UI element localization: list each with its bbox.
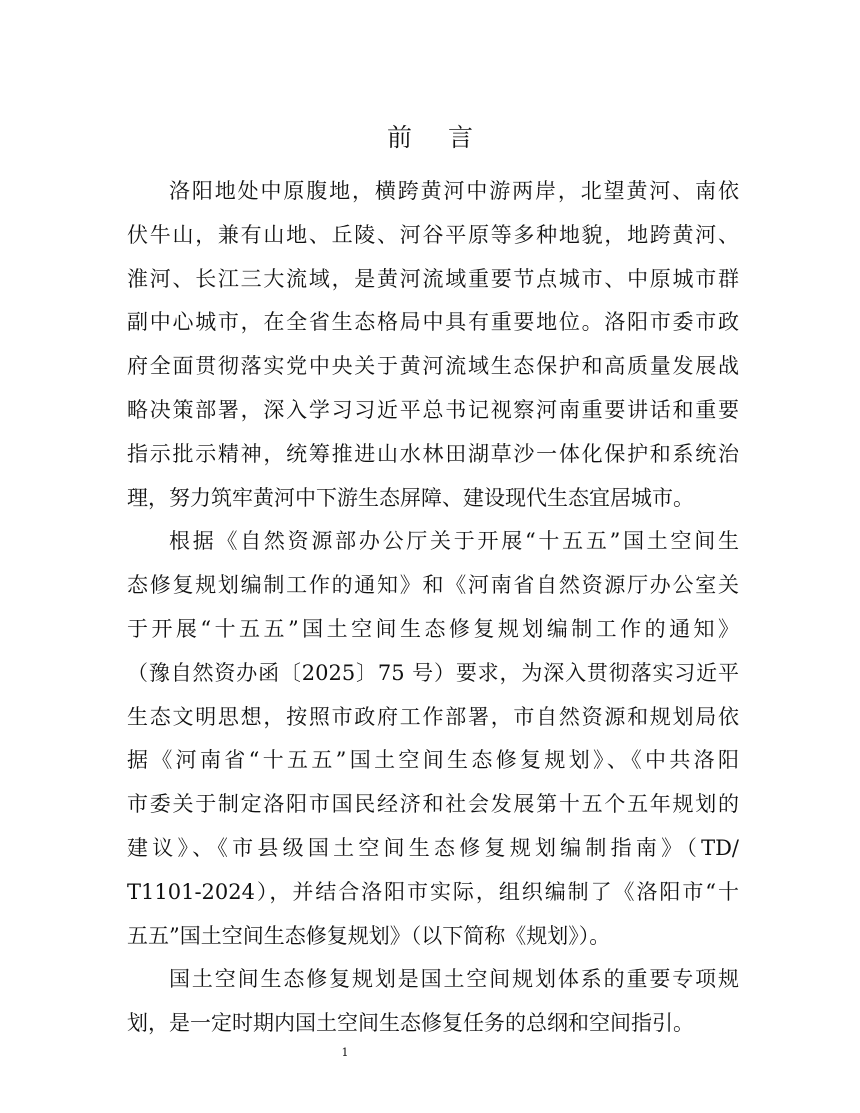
page-number: 1 xyxy=(341,1046,349,1059)
text-line: 于开展“十五五”国土空间生态修复规划编制工作的通知》 xyxy=(127,616,739,641)
text-line: 划，是一定时期内国土空间生态修复任务的总纲和空间指引。 xyxy=(127,1011,694,1036)
text-line: 略决策部署，深入学习习近平总书记视察河南重要讲话和重要 xyxy=(127,397,739,422)
text-line: 理，努力筑牢黄河中下游生态屏障、建设现代生态宜居城市。 xyxy=(127,485,694,510)
text-line: 淮河、长江三大流域，是黄河流域重要节点城市、中原城市群 xyxy=(127,266,739,291)
paragraph-definition xyxy=(127,958,739,1046)
text-line: 国土空间生态修复规划是国土空间规划体系的重要专项规 xyxy=(169,967,739,992)
text-line: 根据《自然资源部办公厅关于开展“十五五”国土空间生 xyxy=(169,529,739,554)
text-line: 态修复规划编制工作的通知》和《河南省自然资源厅办公室关 xyxy=(127,573,739,598)
text-line: 五五”国土空间生态修复规划》（以下简称《规划》）。 xyxy=(127,923,611,948)
paragraph-basis xyxy=(127,520,739,958)
paragraph-intro xyxy=(127,170,739,520)
text-line: （豫自然资办函〔2025〕75 号）要求，为深入贯彻落实习近平 xyxy=(127,660,739,685)
text-line: 市委关于制定洛阳市国民经济和社会发展第十五个五年规划的 xyxy=(127,792,739,817)
document-body xyxy=(127,170,739,1046)
text-line: 府全面贯彻落实党中央关于黄河流域生态保护和高质量发展战 xyxy=(127,354,739,379)
text-line: 生态文明思想，按照市政府工作部署，市自然资源和规划局依 xyxy=(127,704,739,729)
text-line: 伏牛山，兼有山地、丘陵、河谷平原等多种地貌，地跨黄河、 xyxy=(127,222,739,247)
text-line: 据《河南省“十五五”国土空间生态修复规划》、《中共洛阳 xyxy=(127,748,739,773)
page-title: 前 言 xyxy=(387,123,487,152)
text-line: 建议》、《市县级国土空间生态修复规划编制指南》（TD/ xyxy=(127,835,739,860)
text-line: 指示批示精神，统筹推进山水林田湖草沙一体化保护和系统治 xyxy=(127,441,739,466)
text-line: 副中心城市，在全省生态格局中具有重要地位。洛阳市委市政 xyxy=(127,310,739,335)
text-line: T1101-2024），并结合洛阳市实际，组织编制了《洛阳市“十 xyxy=(127,879,739,904)
text-line: 洛阳地处中原腹地，横跨黄河中游两岸，北望黄河、南依 xyxy=(169,179,739,203)
